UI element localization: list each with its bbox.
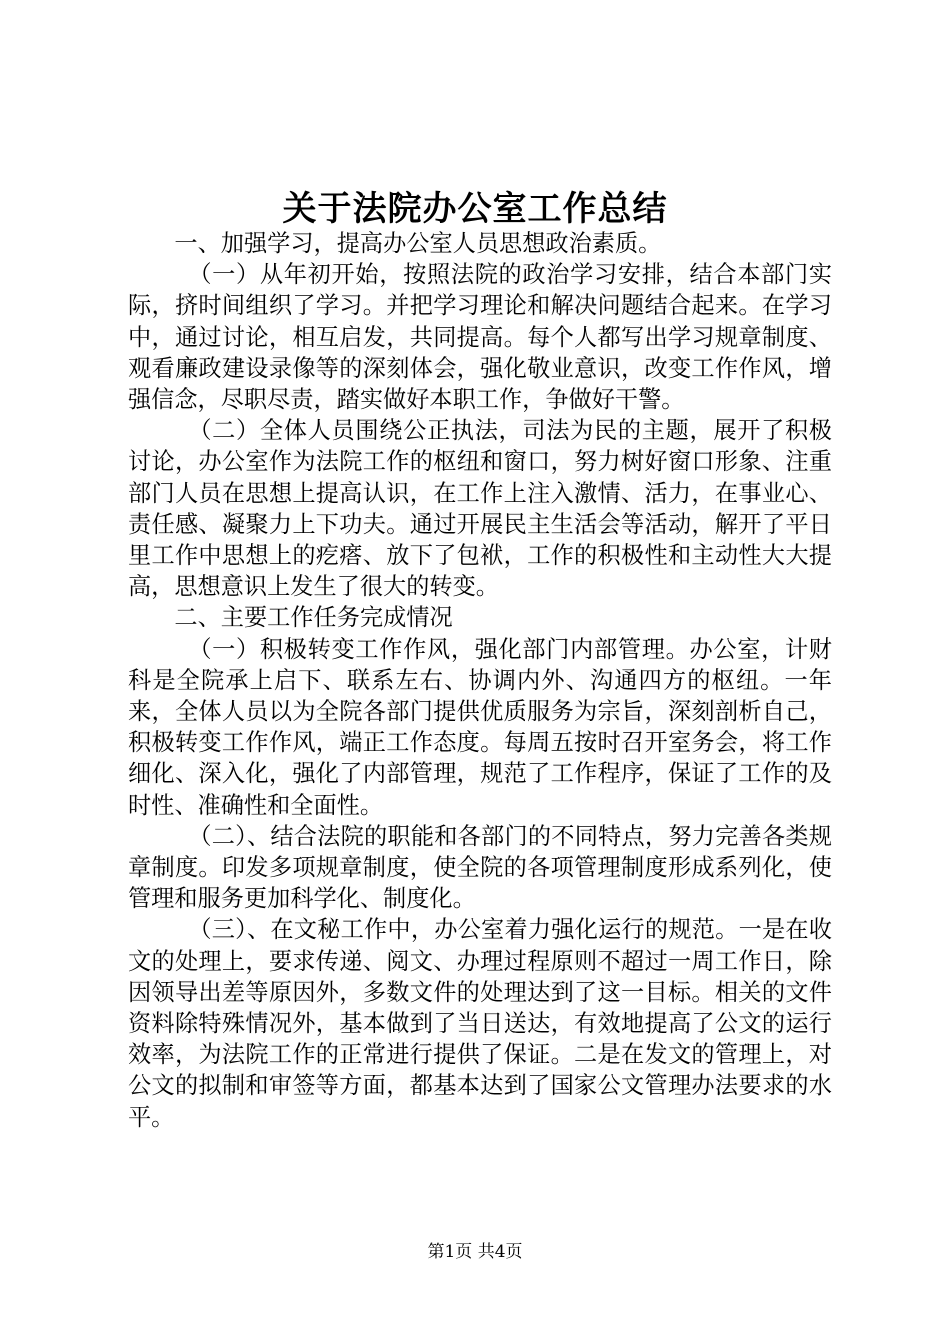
paragraph: （二）、结合法院的职能和各部门的不同特点，努力完善各类规章制度。印发多项规章制度，使全院的各项管理制度形成系列化，使管理和服务更加科学化、制度化。 xyxy=(128,822,832,913)
paragraph: （三）、在文秘工作中，办公室着力强化运行的规范。一是在收文的处理上，要求传递、阅文、办理过程原则不超过一周工作日，除因领导出差等原因外，多数文件的处理达到了这一目标。相关的文件资料除特殊情况外，基本做到了当日送达，有效地提高了公文的运行效率，为法院工作的正常进行提供了保证。二是在发文的管理上，对公文的拟制和审签等方面，都基本达到了国家公文管理办法要求的水平。 xyxy=(128,916,832,1131)
section-heading-2: 二、主要工作任务完成情况 xyxy=(174,604,453,632)
paragraph: （二）全体人员围绕公正执法，司法为民的主题，展开了积极讨论，办公室作为法院工作的枢纽和窗口，努力树好窗口形象、注重部门人员在思想上提高认识，在工作上注入激情、活力，在事业心、责任感、凝聚力上下功夫。通过开展民主生活会等活动，解开了平日里工作中思想上的疙瘩、放下了包袱，工作的积极性和主动性大大提高，思想意识上发生了很大的转变。 xyxy=(128,417,832,601)
document-body xyxy=(128,228,832,1133)
paragraph: （一）从年初开始，按照法院的政治学习安排，结合本部门实际，挤时间组织了学习。并把学习理论和解决问题结合起来。在学习中，通过讨论，相互启发，共同提高。每个人都写出学习规章制度、观看廉政建设录像等的深刻体会，强化敬业意识，改变工作作风，增强信念，尽职尽责，踏实做好本职工作，争做好干警。 xyxy=(128,261,832,414)
section-heading-1: 一、加强学习，提高办公室人员思想政治素质。 xyxy=(174,230,662,257)
page-number-footer: 第1页 共4页 xyxy=(427,1242,523,1262)
document-title: 关于法院办公室工作总结 xyxy=(282,189,668,229)
paragraph: （一）积极转变工作作风，强化部门内部管理。办公室，计财科是全院承上启下、联系左右、协调内外、沟通四方的枢纽。一年来，全体人员以为全院各部门提供优质服务为宗旨，深刻剖析自己，积极转变工作作风，端正工作态度。每周五按时召开室务会，将工作细化、深入化，强化了内部管理，规范了工作程序，保证了工作的及时性、准确性和全面性。 xyxy=(128,635,832,819)
